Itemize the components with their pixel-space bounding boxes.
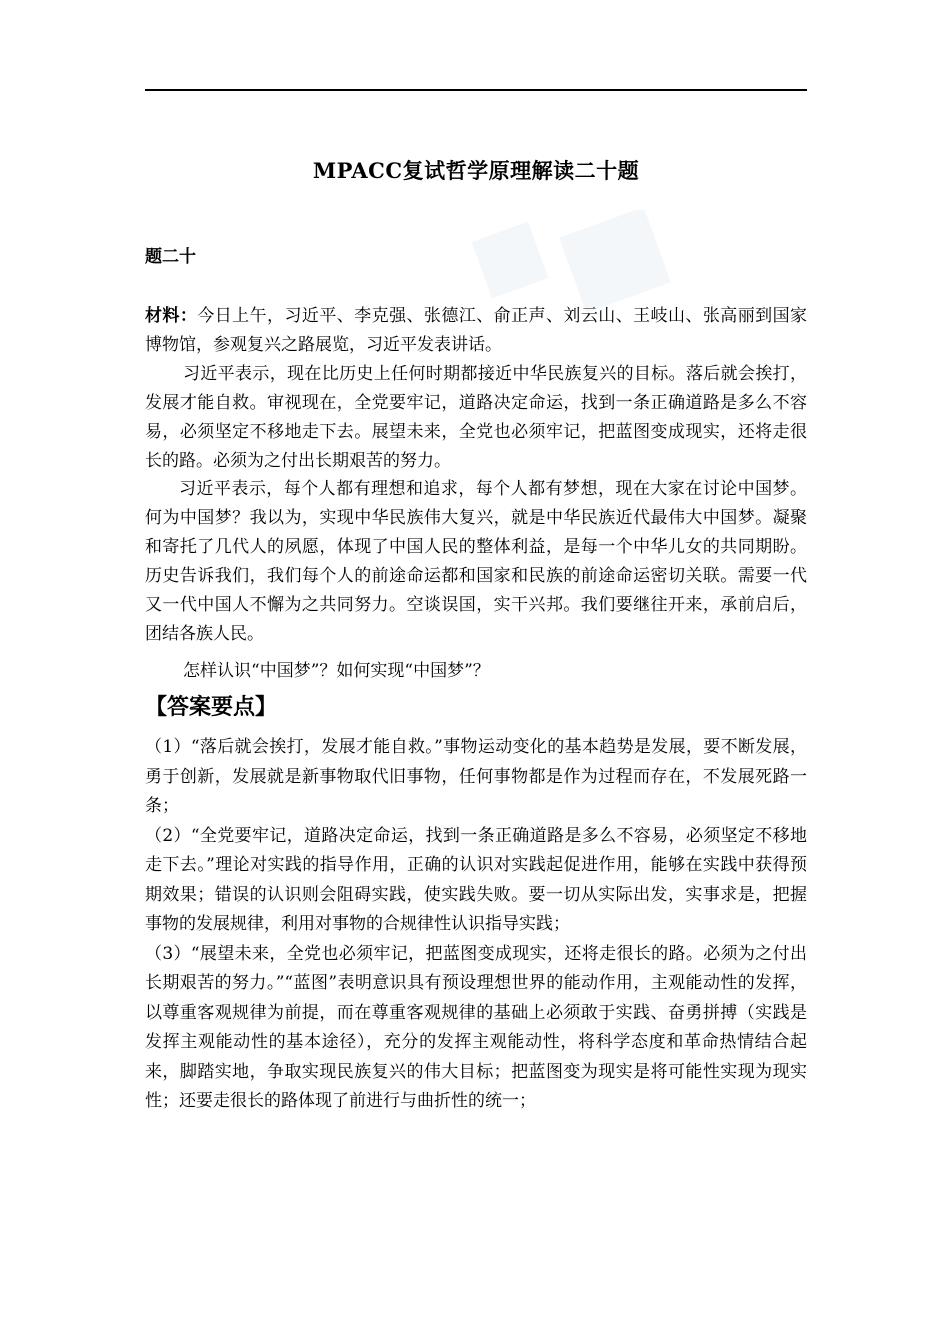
answer-list — [145, 733, 807, 1117]
question-text-block — [145, 657, 807, 686]
material-text: 今日上午，习近平、李克强、张德江、俞正声、刘云山、王岐山、张高丽到国家博物馆，参观复兴之路展览，习近平发表讲话。 — [145, 306, 808, 355]
answer-item-3: （3）“展望未来，全党也必须牢记，把蓝图变成现实，还将走很长的路。必须为之付出长期艰苦的努力。”“蓝图”表明意识具有预设理想世界的能动作用，主观能动性的发挥，以尊重客观规律为前提，而在尊重客观规律的基础上必须敢于实践、奋勇拼搏（实践是发挥主观能动性的基本途径），充分的发挥主观能动性，将科学态度和革命热情结合起来，脚踏实地，争取实现民族复兴的伟大目标；把蓝图变为现实是将可能性实现为现实性；还要走很长的路体现了前进行与曲折性的统一； — [145, 943, 807, 1111]
material-paragraph — [145, 302, 807, 360]
header-rule — [145, 89, 807, 91]
answer-item-1: （1）“落后就会挨打，发展才能自救。”事物运动变化的基本趋势是发展，要不断发展，勇于创新，发展就是新事物取代旧事物，任何事物都是作为过程而存在，不发展死路一条； — [145, 737, 807, 816]
question-number: 题二十 — [145, 247, 196, 267]
answer-item-2: （2）“全党要牢记，道路决定命运，找到一条正确道路是多么不容易，必须坚定不移地走下去。”理论对实践的指导作用，正确的认识对实践起促进作用，能够在实践中获得预期效果；错误的认识则会阻碍实践，使实践失败。要一切从实际出发，实事求是，把握事物的发展规律，利用对事物的合规律性认识指导实践； — [145, 825, 807, 934]
paragraph-3-text: 习近平表示，每个人都有理想和追求，每个人都有梦想，现在大家在讨论中国梦。何为中国梦？我以为，实现中华民族伟大复兴，就是中华民族近代最伟大中国梦。凝聚和寄托了几代人的夙愿，体现了中国人民的整体利益，是每一个中华儿女的共同期盼。历史告诉我们，我们每个人的前途命运都和国家和民族的前途命运密切关联。需要一代又一代中国人不懈为之共同努力。空谈误国，实干兴邦。我们要继往开来，承前启后，团结各族人民。 — [145, 479, 807, 644]
document-title: MPACC复试哲学原理解读二十题 — [312, 158, 640, 183]
answer-heading: 【答案要点】 — [145, 694, 278, 720]
material-label: 材料： — [145, 306, 198, 326]
material-paragraph-3 — [145, 475, 807, 649]
question-text: 怎样认识“中国梦”？如何实现“中国梦”？ — [183, 661, 490, 681]
paragraph-2-text: 习近平表示，现在比历史上任何时期都接近中华民族复兴的目标。落后就会挨打，发展才能自救。审视现在，全党要牢记，道路决定命运，找到一条正确道路是多么不容易，必须坚定不移地走下去。展望未来，全党也必须牢记，把蓝图变成现实，还将走很长的路。必须为之付出长期艰苦的努力。 — [145, 364, 807, 471]
material-paragraph-2 — [145, 360, 807, 476]
